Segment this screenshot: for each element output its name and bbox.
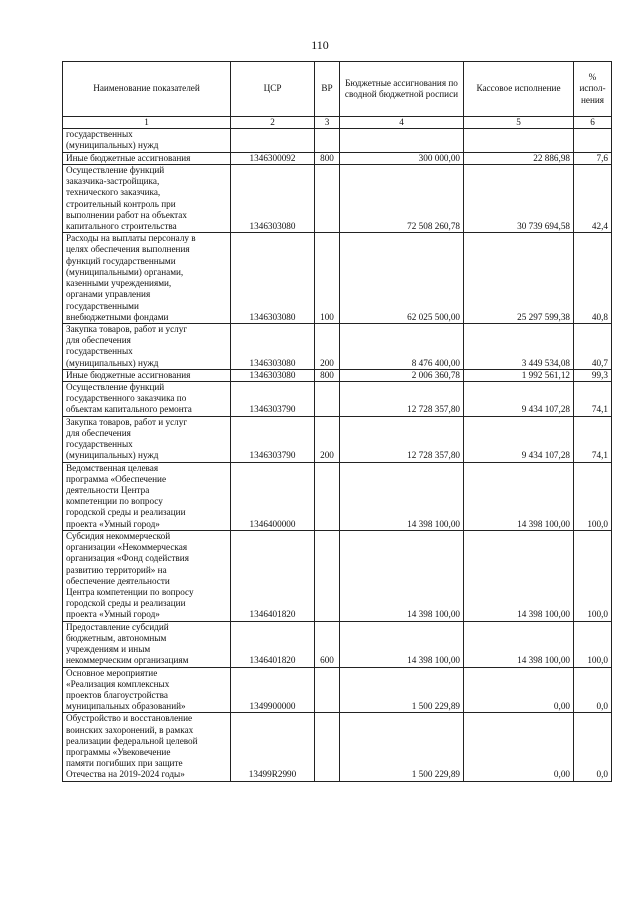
page-number: 110 (311, 38, 329, 52)
budget-execution-table (62, 61, 612, 782)
budget-amount-cell: 72 508 260,78 (340, 164, 464, 232)
table-row (63, 164, 612, 232)
execution-amount-cell: 9 434 107,28 (464, 416, 574, 462)
budget-amount-cell: 12 728 357,80 (340, 416, 464, 462)
vr-code-cell (315, 462, 340, 530)
header-budget-allocations: Бюджетные ассигнования по сводной бюджетной росписи (340, 62, 464, 117)
budget-amount-cell: 14 398 100,00 (340, 530, 464, 621)
indicator-name-cell: Обустройство и восстановление воинских захоронений, в рамках реализации федеральной целевой программы «Увековечение памяти погибших при защите Отечества на 2019-2024 годы» (63, 713, 231, 781)
table-body (63, 129, 612, 781)
execution-percent-cell: 100,0 (574, 462, 612, 530)
table-row (63, 416, 612, 462)
execution-amount-cell (464, 129, 574, 152)
header-execution-percent: % испол-нения (574, 62, 612, 117)
indicator-name-cell: Предоставление субсидий бюджетным, автономным учреждениям и иным некоммерческим организациям (63, 621, 231, 667)
indicator-name-cell: Закупка товаров, работ и услуг для обеспечения государственных (муниципальных) нужд (63, 416, 231, 462)
execution-percent-cell: 42,4 (574, 164, 612, 232)
execution-percent-cell: 74,1 (574, 382, 612, 417)
column-number: 3 (315, 117, 340, 129)
indicator-name-cell: Осуществление функций заказчика-застройщика, технического заказчика, строительный контроль при выполнении работ на объектах капитального строительства (63, 164, 231, 232)
column-number-row (63, 117, 612, 129)
indicator-name-cell: Основное мероприятие «Реализация комплексных проектов благоустройства муниципальных образований» (63, 667, 231, 713)
execution-percent-cell: 40,8 (574, 233, 612, 324)
execution-percent-cell: 99,3 (574, 369, 612, 381)
csr-code-cell: 1346303790 (231, 416, 315, 462)
execution-amount-cell: 0,00 (464, 713, 574, 781)
table-row (63, 129, 612, 152)
header-csr: ЦСР (231, 62, 315, 117)
column-number: 2 (231, 117, 315, 129)
budget-amount-cell: 300 000,00 (340, 152, 464, 164)
vr-code-cell (315, 164, 340, 232)
execution-percent-cell: 40,7 (574, 323, 612, 369)
execution-percent-cell (574, 129, 612, 152)
vr-code-cell: 200 (315, 323, 340, 369)
indicator-name-cell: Иные бюджетные ассигнования (63, 152, 231, 164)
csr-code-cell: 1346401820 (231, 530, 315, 621)
column-number: 6 (574, 117, 612, 129)
execution-amount-cell: 14 398 100,00 (464, 462, 574, 530)
execution-amount-cell: 14 398 100,00 (464, 530, 574, 621)
indicator-name-cell: Осуществление функций государственного заказчика по объектам капитального ремонта (63, 382, 231, 417)
csr-code-cell: 13499R2990 (231, 713, 315, 781)
table-row (63, 713, 612, 781)
execution-percent-cell: 7,6 (574, 152, 612, 164)
csr-code-cell: 1346401820 (231, 621, 315, 667)
table-row (63, 152, 612, 164)
indicator-name-cell: Закупка товаров, работ и услуг для обеспечения государственных (муниципальных) нужд (63, 323, 231, 369)
vr-code-cell (315, 713, 340, 781)
vr-code-cell (315, 667, 340, 713)
indicator-name-cell: Субсидия некоммерческой организации «Некоммерческая организация «Фонд содействия развитию территорий» на обеспечение деятельности Центра компетенции по вопросу городской среды и реализации проекта «Умный город» (63, 530, 231, 621)
header-indicator-name: Наименование показателей (63, 62, 231, 117)
vr-code-cell: 200 (315, 416, 340, 462)
vr-code-cell: 800 (315, 369, 340, 381)
csr-code-cell (231, 129, 315, 152)
column-number: 5 (464, 117, 574, 129)
budget-amount-cell: 12 728 357,80 (340, 382, 464, 417)
execution-amount-cell: 0,00 (464, 667, 574, 713)
execution-amount-cell: 30 739 694,58 (464, 164, 574, 232)
budget-amount-cell: 14 398 100,00 (340, 621, 464, 667)
execution-amount-cell: 3 449 534,08 (464, 323, 574, 369)
execution-percent-cell: 0,0 (574, 713, 612, 781)
table-row (63, 667, 612, 713)
budget-amount-cell: 14 398 100,00 (340, 462, 464, 530)
table-row (63, 233, 612, 324)
csr-code-cell: 1346303790 (231, 382, 315, 417)
csr-code-cell: 1346303080 (231, 323, 315, 369)
execution-amount-cell: 25 297 599,38 (464, 233, 574, 324)
indicator-name-cell: Иные бюджетные ассигнования (63, 369, 231, 381)
vr-code-cell (315, 530, 340, 621)
header-vr: ВР (315, 62, 340, 117)
indicator-name-cell: государственных (муниципальных) нужд (63, 129, 231, 152)
budget-amount-cell: 2 006 360,78 (340, 369, 464, 381)
execution-amount-cell: 1 992 561,12 (464, 369, 574, 381)
table-header-row (63, 62, 612, 117)
table-row (63, 462, 612, 530)
execution-amount-cell: 9 434 107,28 (464, 382, 574, 417)
execution-percent-cell: 100,0 (574, 530, 612, 621)
column-number: 1 (63, 117, 231, 129)
indicator-name-cell: Ведомственная целевая программа «Обеспечение деятельности Центра компетенции по вопросу городской среды и реализации проекта «Умный город» (63, 462, 231, 530)
vr-code-cell: 800 (315, 152, 340, 164)
execution-percent-cell: 0,0 (574, 667, 612, 713)
csr-code-cell: 1346400000 (231, 462, 315, 530)
vr-code-cell: 100 (315, 233, 340, 324)
budget-amount-cell: 62 025 500,00 (340, 233, 464, 324)
budget-amount-cell: 1 500 229,89 (340, 713, 464, 781)
table-row (63, 530, 612, 621)
table-row (63, 369, 612, 381)
budget-amount-cell: 1 500 229,89 (340, 667, 464, 713)
vr-code-cell: 600 (315, 621, 340, 667)
column-number: 4 (340, 117, 464, 129)
execution-amount-cell: 14 398 100,00 (464, 621, 574, 667)
table-row (63, 382, 612, 417)
budget-amount-cell (340, 129, 464, 152)
execution-percent-cell: 74,1 (574, 416, 612, 462)
vr-code-cell (315, 382, 340, 417)
indicator-name-cell: Расходы на выплаты персоналу в целях обеспечения выполнения функций государственными (муниципальными) органами, казенными учреждениями, органами управления государственными внебюджетными фондами (63, 233, 231, 324)
table-row (63, 621, 612, 667)
csr-code-cell: 1346303080 (231, 164, 315, 232)
header-cash-execution: Кассовое исполнение (464, 62, 574, 117)
execution-percent-cell: 100,0 (574, 621, 612, 667)
csr-code-cell: 1346303080 (231, 369, 315, 381)
table-row (63, 323, 612, 369)
budget-amount-cell: 8 476 400,00 (340, 323, 464, 369)
csr-code-cell: 1349900000 (231, 667, 315, 713)
execution-amount-cell: 22 886,98 (464, 152, 574, 164)
csr-code-cell: 1346300092 (231, 152, 315, 164)
csr-code-cell: 1346303080 (231, 233, 315, 324)
vr-code-cell (315, 129, 340, 152)
